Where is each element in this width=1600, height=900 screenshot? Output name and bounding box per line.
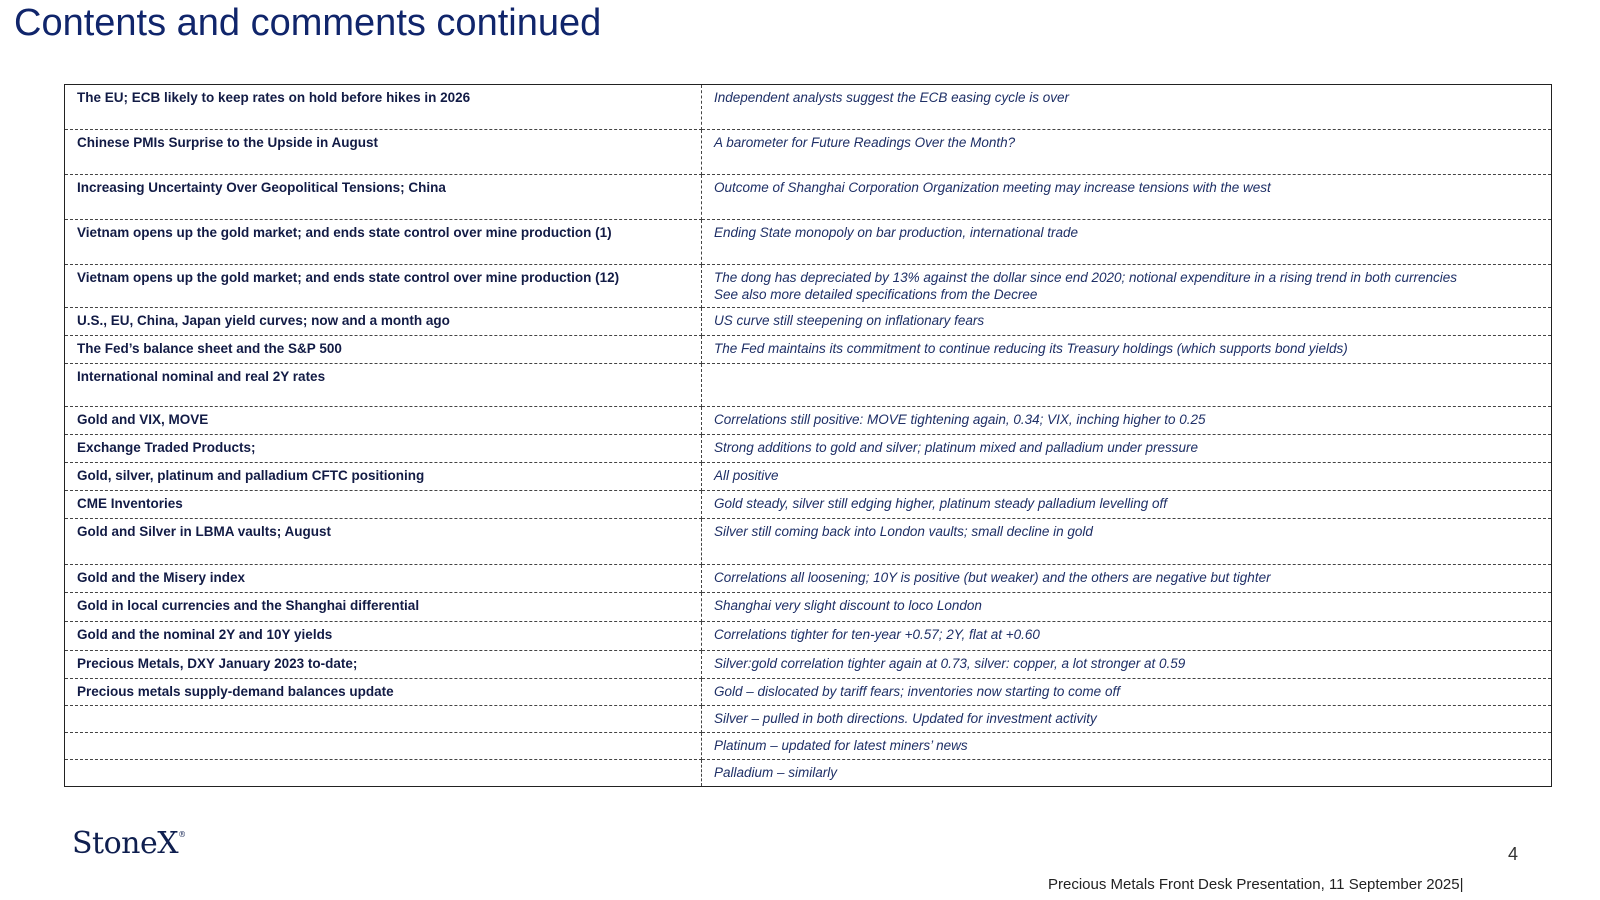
table-row (65, 651, 1552, 679)
row-topic: Gold and Silver in LBMA vaults; August (65, 519, 702, 565)
comment-line: Strong additions to gold and silver; platinum mixed and palladium under pressure (714, 440, 1199, 455)
comment-line: Independent analysts suggest the ECB easing cycle is over (714, 90, 1069, 105)
stonex-logo (72, 826, 186, 861)
table-row (65, 308, 1552, 336)
comment-line: Platinum – updated for latest miners’ news (714, 738, 968, 753)
row-comment (702, 622, 1552, 651)
row-topic: Gold and VIX, MOVE (65, 407, 702, 435)
row-comment (702, 435, 1552, 463)
row-topic: Vietnam opens up the gold market; and ends state control over mine production (1) (65, 220, 702, 265)
page-number: 4 (1508, 844, 1519, 864)
row-comment (702, 463, 1552, 491)
row-topic: U.S., EU, China, Japan yield curves; now and a month ago (65, 308, 702, 336)
comment-line: US curve still steepening on inflationary fears (714, 313, 985, 328)
comment-line: Correlations all loosening; 10Y is positive (but weaker) and the others are negative but tighter (714, 570, 1271, 585)
row-comment (702, 593, 1552, 622)
row-comment (702, 679, 1552, 706)
comment-line: The dong has depreciated by 13% against the dollar since end 2020; notional expenditure in a rising trend in both currencies (714, 270, 1457, 285)
row-comment (702, 565, 1552, 593)
row-topic: Gold and the Misery index (65, 565, 702, 593)
comment-line: Correlations tighter for ten-year +0.57; 2Y, flat at +0.60 (714, 627, 1040, 642)
row-topic (65, 760, 702, 787)
row-comment (702, 491, 1552, 519)
row-topic: CME Inventories (65, 491, 702, 519)
contents-table (64, 84, 1552, 787)
table-row (65, 491, 1552, 519)
table-row (65, 519, 1552, 565)
table-row (65, 265, 1552, 308)
row-topic: Exchange Traded Products; (65, 435, 702, 463)
footer-text: Precious Metals Front Desk Presentation, 11 September 2025| (1048, 876, 1464, 893)
comment-line: See also more detailed specifications from the Decree (714, 287, 1038, 302)
page-title: Contents and comments continued (14, 2, 602, 44)
row-topic: Gold and the nominal 2Y and 10Y yields (65, 622, 702, 651)
row-topic: Precious metals supply-demand balances update (65, 679, 702, 706)
table-row (65, 565, 1552, 593)
row-comment (702, 364, 1552, 407)
row-comment (702, 651, 1552, 679)
row-topic: The Fed’s balance sheet and the S&P 500 (65, 336, 702, 364)
table-row (65, 622, 1552, 651)
row-comment (702, 220, 1552, 265)
comment-line: Silver – pulled in both directions. Updated for investment activity (714, 711, 1097, 726)
table-row (65, 130, 1552, 175)
comment-line: Silver still coming back into London vaults; small decline in gold (714, 524, 1093, 539)
row-topic: Precious Metals, DXY January 2023 to-date; (65, 651, 702, 679)
comment-line: Silver:gold correlation tighter again at 0.73, silver: copper, a lot stronger at 0.59 (714, 656, 1186, 671)
row-topic: The EU; ECB likely to keep rates on hold before hikes in 2026 (65, 85, 702, 130)
row-comment (702, 733, 1552, 760)
comment-line: Shanghai very slight discount to loco London (714, 598, 982, 613)
table-row (65, 336, 1552, 364)
table-row (65, 593, 1552, 622)
logo-registered-mark: ® (178, 830, 186, 839)
comment-line: Gold steady, silver still edging higher, platinum steady palladium levelling off (714, 496, 1167, 511)
comment-line: Gold – dislocated by tariff fears; inventories now starting to come off (714, 684, 1120, 699)
comment-line: A barometer for Future Readings Over the Month? (714, 135, 1016, 150)
logo-text: StoneX (72, 826, 179, 861)
table-row (65, 706, 1552, 733)
row-comment (702, 85, 1552, 130)
row-topic (65, 706, 702, 733)
row-topic: Increasing Uncertainty Over Geopolitical Tensions; China (65, 175, 702, 220)
row-comment (702, 706, 1552, 733)
table-row (65, 733, 1552, 760)
table-row (65, 463, 1552, 491)
comment-line: The Fed maintains its commitment to continue reducing its Treasury holdings (which supports bond yields) (714, 341, 1348, 356)
table-body (65, 85, 1552, 787)
table-row (65, 220, 1552, 265)
row-comment (702, 175, 1552, 220)
row-comment (702, 760, 1552, 787)
row-topic: Gold in local currencies and the Shanghai differential (65, 593, 702, 622)
row-comment (702, 407, 1552, 435)
table-row (65, 435, 1552, 463)
row-topic: International nominal and real 2Y rates (65, 364, 702, 407)
row-comment (702, 519, 1552, 565)
table-row (65, 760, 1552, 787)
row-topic (65, 733, 702, 760)
comment-line: All positive (714, 468, 779, 483)
row-topic: Gold, silver, platinum and palladium CFTC positioning (65, 463, 702, 491)
comment-line: Palladium – similarly (714, 765, 838, 780)
table-row (65, 364, 1552, 407)
table-row (65, 85, 1552, 130)
table-row (65, 679, 1552, 706)
row-topic: Chinese PMIs Surprise to the Upside in August (65, 130, 702, 175)
table-row (65, 175, 1552, 220)
row-comment (702, 130, 1552, 175)
row-comment (702, 265, 1552, 308)
row-topic: Vietnam opens up the gold market; and ends state control over mine production (12) (65, 265, 702, 308)
table-row (65, 407, 1552, 435)
comment-line: Outcome of Shanghai Corporation Organization meeting may increase tensions with the west (714, 180, 1271, 195)
comment-line: Correlations still positive: MOVE tightening again, 0.34; VIX, inching higher to 0.25 (714, 412, 1206, 427)
row-comment (702, 336, 1552, 364)
comment-line: Ending State monopoly on bar production, international trade (714, 225, 1078, 240)
row-comment (702, 308, 1552, 336)
